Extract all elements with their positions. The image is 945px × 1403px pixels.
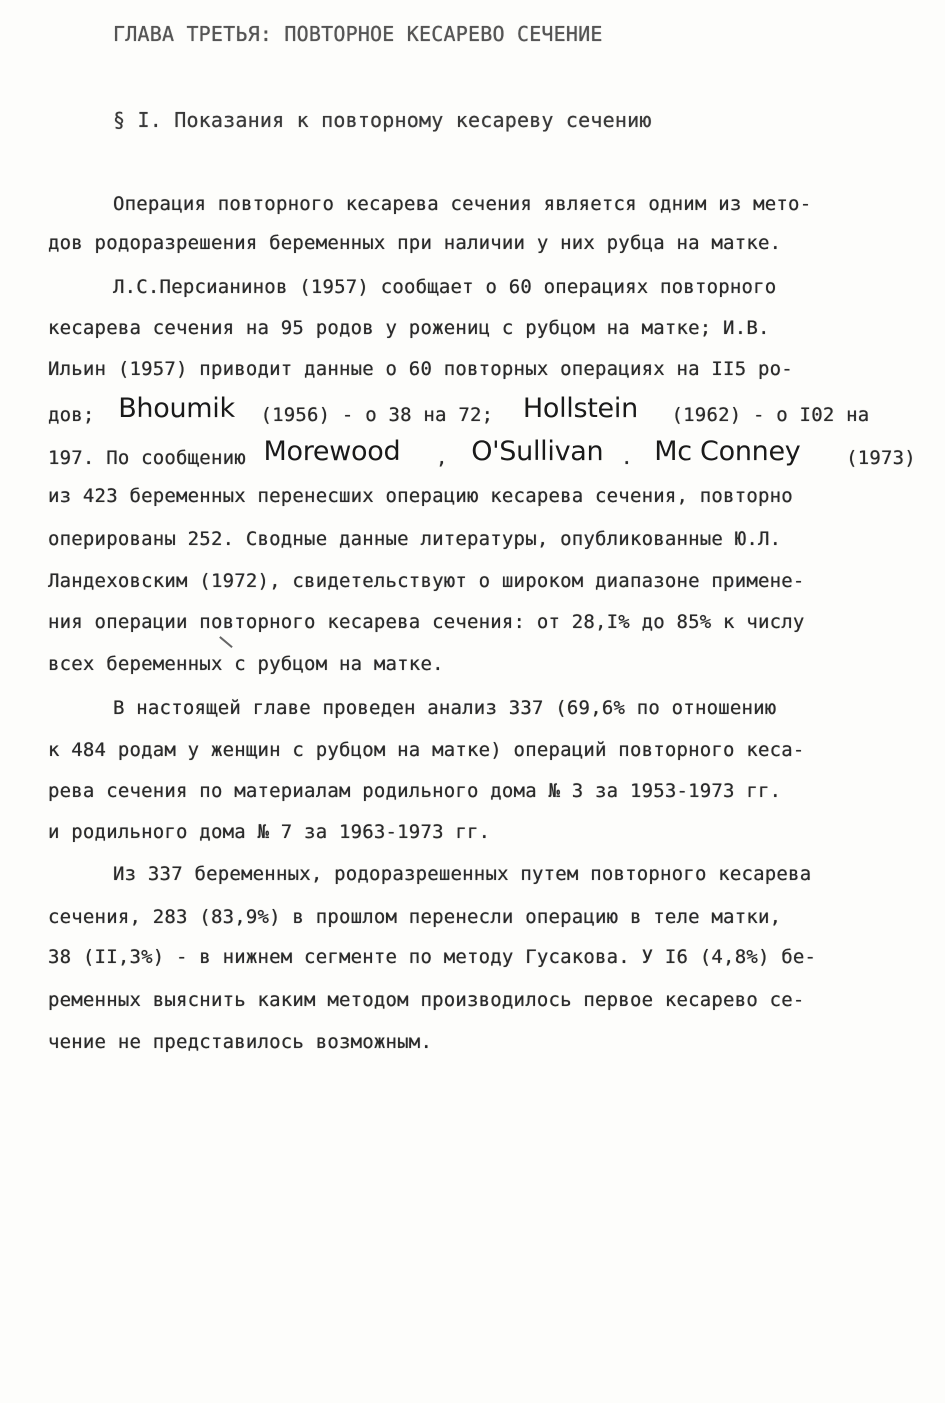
paragraph-4-line-1: Из 337 беременных, родоразрешенных путем повторного кесарева [113,863,812,885]
paragraph-3-line-4: и родильного дома № 7 за 1963-1973 гг. [48,821,491,843]
paragraph-2-line-1: Л.С.Персианинов (1957) сообщает о 60 операциях повторного [113,276,777,298]
stray-pen-mark [220,636,233,647]
line-4-text-c: (1962) - о I02 на [671,404,870,426]
handwritten-author-hollstein: Hollstein [522,393,638,424]
handwritten-author-mcconney: Mc Conney [654,436,801,467]
paragraph-4-line-4: ременных выяснить каким методом производилось первое кесарево се- [48,989,805,1011]
paragraph-2-line-2: кесарева сечения на 95 родов у рожениц с рубцом на матке; И.В. [48,317,770,339]
paragraph-2-line-8: Ландеховским (1972), свидетельствуют о широком диапазоне примене- [48,570,805,592]
paragraph-4-line-2: сечения, 283 (83,9%) в прошлом перенесли операцию в теле матки, [48,906,782,928]
line-5-separator-2: . [620,447,633,469]
paragraph-2-line-4 [48,393,870,428]
paragraph-3-line-2: к 484 родам у женщин с рубцом на матке) операций повторного кеса- [48,739,805,761]
handwritten-author-osullivan: O'Sullivan [471,436,604,467]
paragraph-2-line-10: всех беременных с рубцом на матке. [48,653,444,675]
line-5-text-b: (1973) [846,447,916,469]
paragraph-2-line-5 [48,436,916,471]
paragraph-2-line-3: Ильин (1957) приводит данные о 60 повторных операциях на II5 ро- [48,358,793,380]
paragraph-3-line-3: рева сечения по материалам родильного дома № 3 за 1953-1973 гг. [48,780,782,802]
paragraph-1-line-2: дов родоразрешения беременных при наличии у них рубца на матке. [48,232,782,254]
paragraph-2-line-6: из 423 беременных перенесших операцию кесарева сечения, повторно [48,485,793,507]
paragraph-2-line-9: ния операции повторного кесарева сечения: от 28,I% до 85% к числу [48,611,805,633]
paragraph-4-line-5: чение не представилось возможным. [48,1031,433,1053]
paragraph-3-line-1: В настоящей главе проведен анализ 337 (69,6% по отношению [113,697,777,719]
handwritten-author-morewood: Morewood [263,436,401,467]
line-4-text-a: дов; [48,404,95,426]
chapter-title: ГЛАВА ТРЕТЬЯ: ПОВТОРНОЕ КЕСАРЕВО СЕЧЕНИЕ [113,22,603,46]
line-4-text-b: (1956) - о 38 на 72; [260,404,494,426]
paragraph-1-line-1: Операция повторного кесарева сечения является одним из мето- [113,193,812,215]
section-title: § I. Показания к повторному кесареву сечению [113,108,652,132]
handwritten-author-bhoumik: Bhoumik [118,393,235,424]
line-5-text-a: 197. По сообщению [48,447,246,469]
paragraph-4-line-3: 38 (II,3%) - в нижнем сегменте по методу Гусакова. У I6 (4,8%) бе- [48,946,817,968]
line-5-separator-1: , [435,447,448,469]
paragraph-2-line-7: оперированы 252. Сводные данные литературы, опубликованные Ю.Л. [48,528,782,550]
